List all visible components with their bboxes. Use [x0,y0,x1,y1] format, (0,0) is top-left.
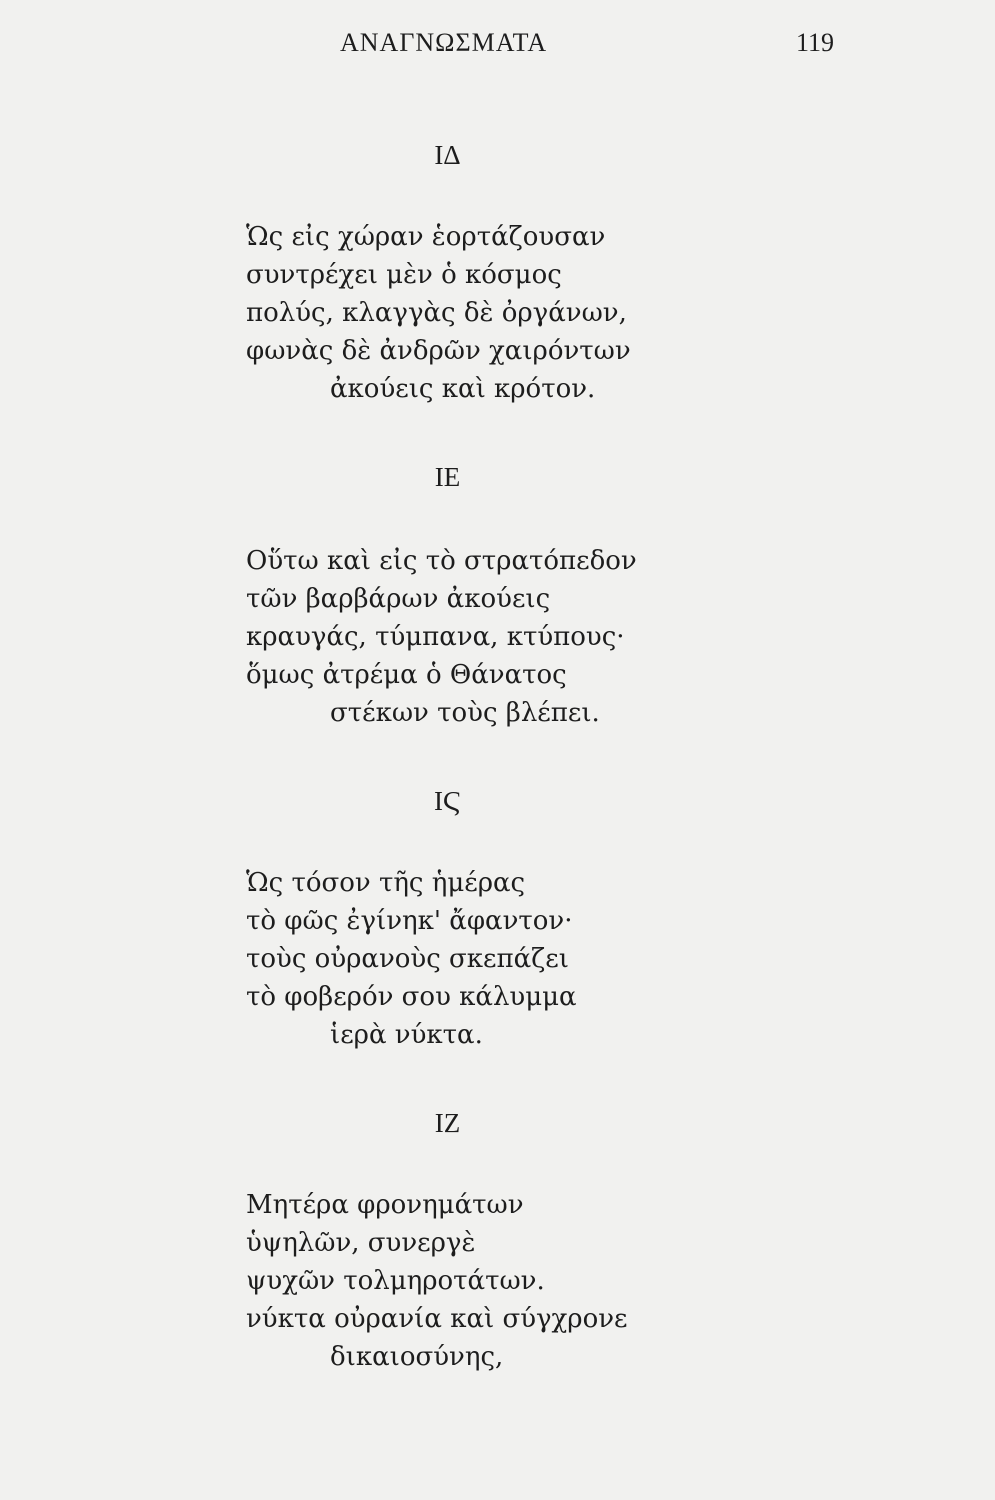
section-heading-16: ΙϚ [434,786,461,816]
stanza-14 [246,218,806,408]
section-heading-15: ΙΕ [434,462,461,492]
verse-line: ὅμως ἀτρέμα ὁ Θάνατος [246,660,567,690]
verse-line: ἀκούεις καὶ κρότον. [330,374,596,404]
verse-line: ψυχῶν τολμηροτάτων. [246,1266,545,1296]
verse-line: συντρέχει μὲν ὁ κόσμος [246,260,562,290]
page-number: 119 [796,28,835,57]
verse-line: τῶν βαρβάρων ἀκούεις [246,584,551,614]
verse-line: τὸ φοβερόν σου κάλυμμα [246,982,577,1012]
verse-line: Ὡς εἰς χώραν ἑορτάζουσαν [246,222,606,252]
section-heading-14: ΙΔ [434,140,461,170]
verse-line: Ὡς τόσον τῆς ἡμέρας [246,868,526,898]
stanza-16 [246,864,806,1054]
verse-line: Μητέρα φρονημάτων [246,1190,524,1220]
verse-line: στέκων τοὺς βλέπει. [330,698,600,728]
verse-line: φωνὰς δὲ ἀνδρῶν χαιρόντων [246,336,631,366]
section-heading-17: ΙΖ [434,1108,461,1138]
verse-line: Οὕτω καὶ εἰς τὸ στρατόπεδον [246,546,637,576]
stanza-17 [246,1186,806,1376]
verse-line: τοὺς οὐρανοὺς σκεπάζει [246,944,569,974]
verse-line: κραυγάς, τύμπανα, κτύπους· [246,622,625,652]
verse-line: δικαιοσύνης, [330,1342,504,1372]
verse-line: ὑψηλῶν, συνεργὲ [246,1228,476,1258]
verse-line: νύκτα οὐρανία καὶ σύγχρονε [246,1304,628,1334]
verse-line: ἱερὰ νύκτα. [330,1020,483,1050]
stanza-15 [246,542,806,732]
verse-line: τὸ φῶς ἐγίνηκ' ἄφαντον· [246,906,573,936]
running-title: ΑΝΑΓΝΩΣΜΑΤΑ [340,28,548,57]
verse-line: πολύς, κλαγγὰς δὲ ὀργάνων, [246,298,627,328]
